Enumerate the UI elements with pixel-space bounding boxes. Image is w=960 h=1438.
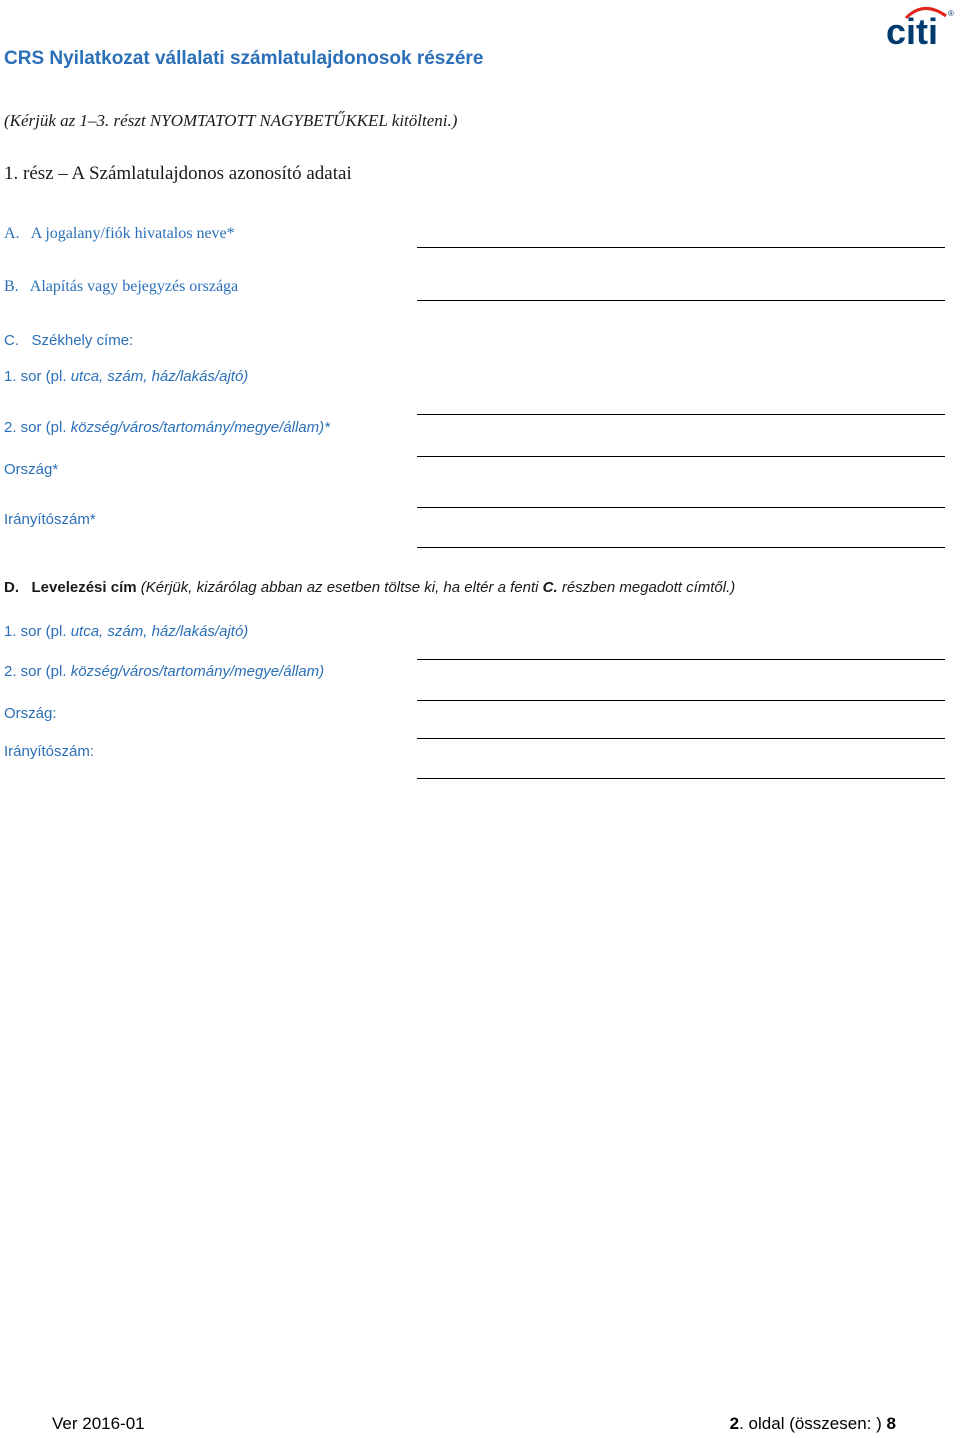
field-c-line1-prefix: 1. sor (pl.	[4, 368, 67, 385]
field-c-letter: C.	[4, 332, 19, 349]
field-c-zip-input-line[interactable]	[417, 547, 945, 548]
field-d-zip-label: Irányítószám:	[4, 743, 95, 760]
field-c-zip-label: Irányítószám*	[4, 511, 96, 528]
field-d-line2-label	[4, 663, 324, 680]
field-b-text: Alapítás vagy bejegyzés országa	[29, 278, 239, 295]
field-c-text: Székhely címe:	[31, 332, 134, 349]
field-d-line1-prefix: 1. sor (pl.	[4, 623, 67, 640]
field-d-hint-end: részben megadott címtől.)	[561, 579, 736, 596]
footer-version: Ver 2016-01	[52, 1414, 145, 1433]
field-b-letter: B.	[4, 278, 19, 295]
citi-logo	[884, 4, 956, 48]
field-d-country-label: Ország:	[4, 705, 57, 722]
field-d-zip-input-line[interactable]	[417, 778, 945, 779]
field-d-letter: D.	[4, 579, 19, 596]
field-c-line2-label	[4, 419, 330, 436]
field-c-line1-input-line[interactable]	[417, 414, 945, 415]
field-d-country-input-line[interactable]	[417, 738, 945, 739]
footer-page-text: . oldal (összesen: )	[739, 1414, 882, 1433]
field-a-letter: A.	[4, 225, 20, 242]
field-d-hint-start: (Kérjük, kizárólag abban az esetben töltse ki, ha eltér a fenti	[140, 579, 539, 596]
field-d-line1-hint: utca, szám, ház/lakás/ajtó)	[70, 623, 249, 640]
field-c-country-label: Ország*	[4, 461, 59, 478]
field-c-line2-hint: község/város/tartomány/megye/állam)*	[70, 419, 330, 436]
footer-page-info	[730, 1414, 896, 1434]
field-a-text: A jogalany/fiók hivatalos neve*	[30, 225, 235, 242]
field-c-line1-label	[4, 368, 248, 385]
field-c-line1-hint: utca, szám, ház/lakás/ajtó)	[70, 368, 249, 385]
field-c-line2-input-line[interactable]	[417, 456, 945, 457]
field-d-line1-label	[4, 623, 248, 640]
page-title: CRS Nyilatkozat vállalati számlatulajdonosok részére	[4, 48, 484, 69]
field-b-input-line[interactable]	[417, 300, 945, 301]
instruction-text: (Kérjük az 1–3. részt NYOMTATOTT NAGYBETŰKKEL kitölteni.)	[4, 111, 458, 130]
footer-total-pages: 8	[886, 1414, 896, 1433]
field-b-label	[4, 278, 238, 296]
field-d-hint-ref: C.	[542, 579, 558, 596]
field-d-line2-input-line[interactable]	[417, 700, 945, 701]
field-d-line2-prefix: 2. sor (pl.	[4, 663, 67, 680]
field-d-text: Levelezési cím	[31, 579, 137, 596]
logo-text: citi	[886, 11, 939, 48]
field-d-label	[4, 579, 735, 596]
logo-registered-mark: ®	[948, 9, 954, 18]
field-c-line2-prefix: 2. sor (pl.	[4, 419, 67, 436]
footer-page-number: 2	[729, 1414, 740, 1433]
field-a-label	[4, 225, 235, 243]
part1-heading: 1. rész – A Számlatulajdonos azonosító adatai	[4, 163, 352, 184]
field-a-input-line[interactable]	[417, 247, 945, 248]
field-c-label	[4, 332, 133, 349]
field-d-line1-input-line[interactable]	[417, 659, 945, 660]
field-d-line2-hint: község/város/tartomány/megye/állam)	[70, 663, 325, 680]
field-c-country-input-line[interactable]	[417, 507, 945, 508]
